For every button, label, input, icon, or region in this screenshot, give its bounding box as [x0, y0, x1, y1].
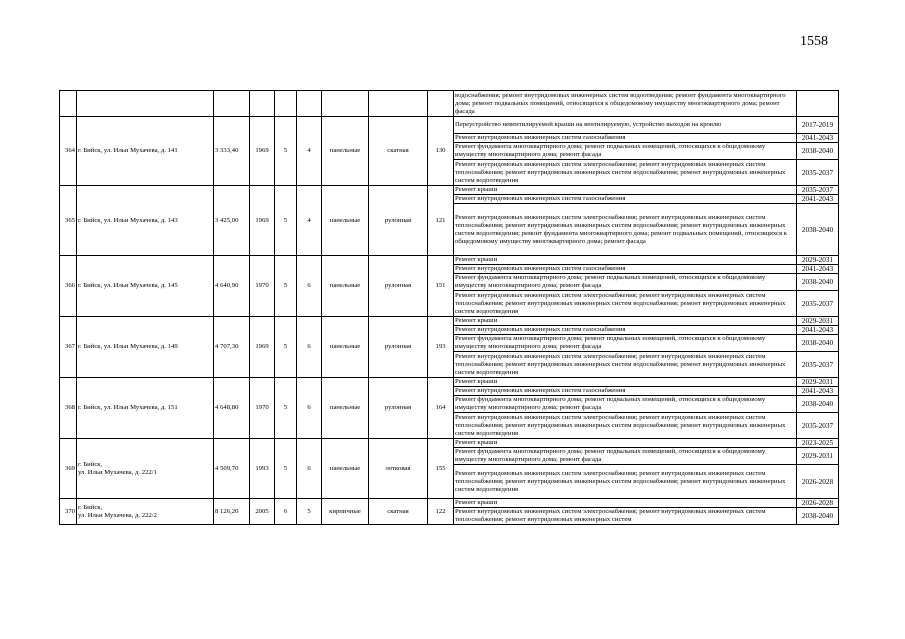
build-year: 1969 [250, 186, 275, 256]
work-row [60, 256, 839, 265]
residents-count: 151 [428, 256, 454, 317]
house-address: г. Бийск, ул. Ильи Мухачева, д. 222/1 [77, 439, 214, 499]
work-period: 2026-2028 [797, 499, 839, 508]
residents-count: 121 [428, 186, 454, 256]
work-period: 2029-2031 [797, 378, 839, 387]
wall-material: панельные [322, 256, 369, 317]
work-period: 2035-2037 [797, 413, 839, 439]
floors-count: 5 [275, 256, 297, 317]
work-description: Ремонт внутридомовых инженерных систем газоснабжения [454, 265, 797, 274]
work-description: Ремонт крыши [454, 439, 797, 448]
house-area: 3 425,00 [214, 186, 250, 256]
house-address: г. Бийск, ул. Ильи Мухачева, д. 149 [77, 317, 214, 378]
work-row [60, 378, 839, 387]
roof-type: скатная [369, 117, 428, 186]
work-description: Ремонт крыши [454, 256, 797, 265]
work-period: 2017-2019 [797, 117, 839, 134]
work-period: 2041-2043 [797, 387, 839, 396]
house-address: г. Бийск, ул. Ильи Мухачева, д. 222/2 [77, 499, 214, 525]
build-year: 1969 [250, 317, 275, 378]
build-year: 1993 [250, 439, 275, 499]
work-row [60, 439, 839, 448]
work-period: 2038-2040 [797, 508, 839, 525]
entrances-count: 5 [297, 499, 322, 525]
work-row [60, 317, 839, 326]
work-period: 2041-2043 [797, 265, 839, 274]
house-number: 364 [60, 117, 77, 186]
residents-count: 193 [428, 317, 454, 378]
roof-type: рулонная [369, 256, 428, 317]
page-number: 1558 [800, 34, 828, 49]
house-number: 366 [60, 256, 77, 317]
roof-type: лотковая [369, 439, 428, 499]
work-period: 2035-2037 [797, 291, 839, 317]
house-area: 4 648,80 [214, 378, 250, 439]
build-year: 1970 [250, 378, 275, 439]
house-number: 369 [60, 439, 77, 499]
floors-count: 5 [275, 117, 297, 186]
roof-type: рулонная [369, 317, 428, 378]
house-address: г. Бийск, ул. Ильи Мухачева, д. 143 [77, 186, 214, 256]
house-number: 368 [60, 378, 77, 439]
entrances-count: 4 [297, 117, 322, 186]
house-area: 4 640,90 [214, 256, 250, 317]
capital-repair-table [59, 90, 839, 525]
entrances-count: 4 [297, 186, 322, 256]
work-period: 2029-2031 [797, 256, 839, 265]
house-area: 8 126,20 [214, 499, 250, 525]
work-description: Ремонт крыши [454, 317, 797, 326]
work-row [60, 117, 839, 134]
house-area: 4 707,30 [214, 317, 250, 378]
house-address: г. Бийск, ул. Ильи Мухачева, д. 141 [77, 117, 214, 186]
work-description: водоснабжения; ремонт внутридомовых инженерных систем водоотведения; ремонт фундамента многоквартирного дома; ремонт подвальных помещений, относящихся к общедомовому имуществу многоквартирного дома; ремонт фасада [454, 91, 797, 117]
residents-count: 122 [428, 499, 454, 525]
entrances-count: 6 [297, 439, 322, 499]
build-year: 1969 [250, 117, 275, 186]
work-description: Ремонт внутридомовых инженерных систем электроснабжения; ремонт внутридомовых инженерных систем теплоснабжения; ремонт внутридомовых инженерных систем водоснабжения; ремонт внутридомовых инженерных систем водоотведения [454, 465, 797, 499]
work-description: Ремонт внутридомовых инженерных систем электроснабжения; ремонт внутридомовых инженерных систем теплоснабжения; ремонт внутридомовых инженерных систем водоснабжения; ремонт внутридомовых инженерных систем водоотведения [454, 352, 797, 378]
floors-count: 6 [275, 499, 297, 525]
entrances-count: 6 [297, 256, 322, 317]
work-description: Ремонт крыши [454, 499, 797, 508]
floors-count: 5 [275, 439, 297, 499]
work-description: Ремонт внутридомовых инженерных систем электроснабжения; ремонт внутридомовых инженерных систем теплоснабжения; ремонт внутридомовых инженерных систем водоснабжения; ремонт внутридомовых инженерных систем водоотведения [454, 291, 797, 317]
work-description: Ремонт фундамента многоквартирного дома; ремонт подвальных помещений, относящихся к общедомовому имуществу многоквартирного дома; ремонт фасада [454, 396, 797, 413]
wall-material: кирпичные [322, 499, 369, 525]
work-period: 2035-2037 [797, 186, 839, 195]
work-period: 2038-2040 [797, 143, 839, 160]
work-description: Ремонт внутридомовых инженерных систем газоснабжения [454, 326, 797, 335]
work-description: Ремонт внутридомовых инженерных систем газоснабжения [454, 134, 797, 143]
house-address: г. Бийск, ул. Ильи Мухачева, д. 145 [77, 256, 214, 317]
house-address: г. Бийск, ул. Ильи Мухачева, д. 151 [77, 378, 214, 439]
work-period: 2029-2031 [797, 317, 839, 326]
work-description: Ремонт внутридомовых инженерных систем электроснабжения; ремонт внутридомовых инженерных систем теплоснабжения; ремонт внутридомовых инженерных систем водоснабжения; ремонт внутридомовых инженерных систем водоотведения [454, 160, 797, 186]
entrances-count: 6 [297, 317, 322, 378]
work-period: 2041-2043 [797, 326, 839, 335]
work-description: Ремонт фундамента многоквартирного дома; ремонт подвальных помещений, относящихся к общедомовому имуществу многоквартирного дома; ремонт фасада [454, 274, 797, 291]
wall-material: панельные [322, 439, 369, 499]
house-area: 3 333,40 [214, 117, 250, 186]
floors-count: 5 [275, 378, 297, 439]
residents-count: 155 [428, 439, 454, 499]
work-period [797, 91, 839, 117]
work-description: Ремонт внутридомовых инженерных систем газоснабжения [454, 195, 797, 204]
house-area: 4 509,70 [214, 439, 250, 499]
work-period: 2041-2043 [797, 134, 839, 143]
wall-material: панельные [322, 186, 369, 256]
roof-type: рулонная [369, 378, 428, 439]
residents-count: 130 [428, 117, 454, 186]
house-number: 370 [60, 499, 77, 525]
work-row [60, 499, 839, 508]
work-period: 2026-2028 [797, 465, 839, 499]
work-period: 2038-2040 [797, 204, 839, 256]
work-description: Ремонт фундамента многоквартирного дома; ремонт подвальных помещений, относящихся к общедомовому имуществу многоквартирного дома; ремонт фасада [454, 448, 797, 465]
wall-material: панельные [322, 317, 369, 378]
roof-type: скатная [369, 499, 428, 525]
work-row [60, 186, 839, 195]
work-description: Ремонт внутридомовых инженерных систем электроснабжения; ремонт внутридомовых инженерных систем теплоснабжения; ремонт внутридомовых инженерных систем [454, 508, 797, 525]
build-year: 2005 [250, 499, 275, 525]
work-period: 2038-2040 [797, 396, 839, 413]
work-period: 2038-2040 [797, 335, 839, 352]
wall-material: панельные [322, 117, 369, 186]
house-number: 367 [60, 317, 77, 378]
work-description: Переустройство невентилируемой крыши на вентилируемую, устройство выходов на кровлю [454, 117, 797, 134]
work-description: Ремонт крыши [454, 378, 797, 387]
work-period: 2035-2037 [797, 160, 839, 186]
entrances-count: 6 [297, 378, 322, 439]
work-description: Ремонт внутридомовых инженерных систем электроснабжения; ремонт внутридомовых инженерных систем теплоснабжения; ремонт внутридомовых инженерных систем водоснабжения; ремонт внутридомовых инженерных систем водоотведения [454, 413, 797, 439]
wall-material: панельные [322, 378, 369, 439]
residents-count: 164 [428, 378, 454, 439]
work-description: Ремонт фундамента многоквартирного дома; ремонт подвальных помещений, относящихся к общедомовому имуществу многоквартирного дома; ремонт фасада [454, 335, 797, 352]
work-description: Ремонт внутридомовых инженерных систем газоснабжения [454, 387, 797, 396]
roof-type: рулонная [369, 186, 428, 256]
house-number: 365 [60, 186, 77, 256]
work-period: 2041-2043 [797, 195, 839, 204]
build-year: 1970 [250, 256, 275, 317]
work-period: 2029-2031 [797, 448, 839, 465]
work-description: Ремонт внутридомовых инженерных систем электроснабжения; ремонт внутридомовых инженерных систем теплоснабжения; ремонт внутридомовых инженерных систем водоснабжения; ремонт внутридомовых инженерных систем водоотведения; ремонт фундамента многоквартирного дома; ремонт подвальных помещений, относящихся к общедомовому имуществу многоквартирного дома; ремонт фасада [454, 204, 797, 256]
continuation-row [60, 91, 839, 117]
floors-count: 5 [275, 186, 297, 256]
work-period: 2023-2025 [797, 439, 839, 448]
work-description: Ремонт фундамента многоквартирного дома; ремонт подвальных помещений, относящихся к общедомовому имуществу многоквартирного дома; ремонт фасада [454, 143, 797, 160]
work-period: 2038-2040 [797, 274, 839, 291]
work-description: Ремонт крыши [454, 186, 797, 195]
floors-count: 5 [275, 317, 297, 378]
work-period: 2035-2037 [797, 352, 839, 378]
